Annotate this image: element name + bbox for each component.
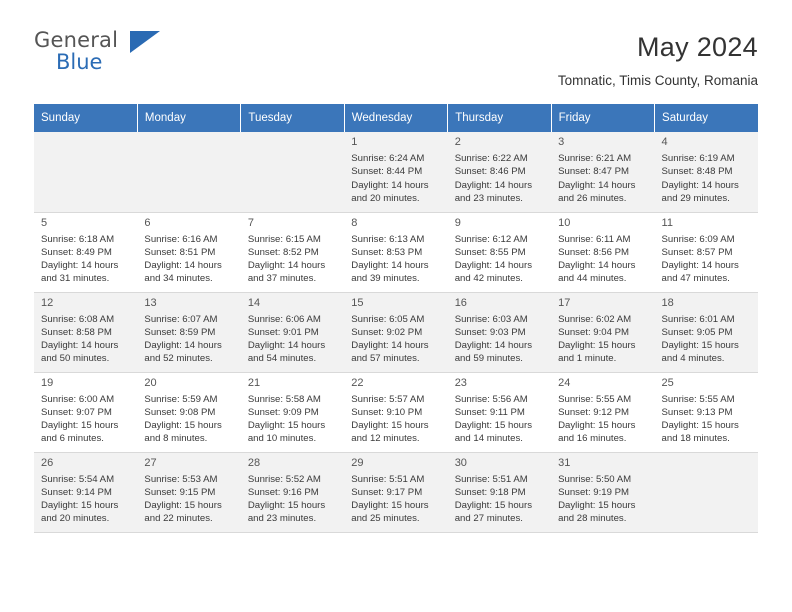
calendar-day-cell bbox=[241, 372, 344, 452]
day-info-line: Daylight: 14 hours bbox=[144, 340, 222, 352]
day-info bbox=[662, 152, 752, 205]
calendar-week-row bbox=[34, 452, 758, 532]
day-info bbox=[144, 473, 234, 526]
day-info bbox=[41, 233, 131, 286]
day-info-line: Sunset: 8:46 PM bbox=[454, 166, 526, 178]
day-info-line: Daylight: 15 hours bbox=[661, 340, 739, 352]
day-number: 5 bbox=[41, 216, 48, 229]
day-info-line: and 42 minutes. bbox=[454, 273, 523, 285]
weekday-header-saturday: Saturday bbox=[655, 104, 758, 132]
day-info-line: Daylight: 15 hours bbox=[454, 420, 533, 432]
day-info-line: Sunset: 9:14 PM bbox=[41, 486, 112, 498]
day-info-line: Sunset: 8:48 PM bbox=[661, 166, 733, 178]
day-info bbox=[662, 393, 752, 446]
calendar-week-row bbox=[34, 132, 758, 212]
day-info-line: Sunrise: 5:56 AM bbox=[454, 393, 528, 405]
day-info bbox=[41, 393, 131, 446]
day-info bbox=[558, 473, 648, 526]
day-number: 4 bbox=[661, 136, 668, 148]
day-info-line: Sunset: 9:09 PM bbox=[247, 406, 319, 418]
calendar-day-cell bbox=[344, 212, 447, 292]
day-info bbox=[41, 473, 131, 526]
day-info-line: and 23 minutes. bbox=[454, 192, 523, 204]
day-info-line: Sunset: 8:58 PM bbox=[41, 326, 112, 338]
day-info-line: and 14 minutes. bbox=[454, 433, 523, 445]
day-info-line: Sunrise: 6:05 AM bbox=[351, 313, 425, 325]
day-info bbox=[455, 313, 545, 366]
day-info-line: and 23 minutes. bbox=[247, 513, 317, 525]
calendar-day-cell bbox=[34, 372, 137, 452]
weekday-header-tuesday: Tuesday bbox=[241, 104, 344, 132]
day-number: 1 bbox=[351, 136, 358, 148]
day-number: 13 bbox=[144, 296, 157, 309]
day-number: 14 bbox=[247, 296, 261, 309]
day-info-line: and 31 minutes. bbox=[41, 273, 110, 285]
day-info bbox=[455, 473, 545, 526]
day-info-line: Daylight: 15 hours bbox=[247, 420, 326, 432]
day-info-line: Daylight: 15 hours bbox=[661, 420, 739, 432]
day-info-line: Daylight: 14 hours bbox=[41, 260, 119, 272]
day-info-line: and 59 minutes. bbox=[454, 353, 523, 365]
day-number: 15 bbox=[351, 296, 364, 309]
day-info-line: Daylight: 14 hours bbox=[661, 260, 739, 272]
day-number: 30 bbox=[454, 456, 467, 469]
day-info-line: Daylight: 14 hours bbox=[351, 260, 429, 272]
day-info-line: Daylight: 14 hours bbox=[558, 260, 636, 272]
day-info-line: Daylight: 14 hours bbox=[351, 340, 429, 352]
day-number: 21 bbox=[247, 376, 261, 389]
day-number: 16 bbox=[454, 296, 467, 309]
day-info-line: Daylight: 15 hours bbox=[144, 500, 222, 512]
day-number: 29 bbox=[351, 456, 364, 469]
day-info bbox=[351, 313, 441, 366]
day-number: 24 bbox=[558, 376, 571, 389]
day-info bbox=[558, 152, 648, 205]
day-info bbox=[455, 152, 545, 205]
day-info-line: Daylight: 15 hours bbox=[41, 420, 119, 432]
day-info-line: Sunrise: 5:55 AM bbox=[661, 393, 735, 405]
day-info-line: and 34 minutes. bbox=[144, 273, 213, 285]
day-info-line: and 4 minutes. bbox=[661, 353, 725, 365]
day-info-line: Sunset: 9:16 PM bbox=[247, 486, 319, 498]
day-number: 9 bbox=[454, 216, 461, 229]
day-info-line: Sunset: 8:51 PM bbox=[144, 246, 216, 258]
day-info-line: Sunrise: 5:50 AM bbox=[558, 473, 632, 485]
day-info-line: Daylight: 15 hours bbox=[41, 500, 119, 512]
day-number: 27 bbox=[144, 456, 157, 469]
calendar-day-cell bbox=[551, 372, 654, 452]
day-number: 7 bbox=[247, 216, 254, 229]
day-info-line: Sunset: 8:49 PM bbox=[41, 246, 112, 258]
day-info-line: Sunrise: 6:07 AM bbox=[144, 313, 218, 325]
day-info-line: Sunrise: 5:52 AM bbox=[247, 473, 321, 485]
day-info-line: and 12 minutes. bbox=[351, 433, 420, 445]
page-subtitle: Tomnatic, Timis County, Romania bbox=[557, 73, 758, 88]
day-number: 19 bbox=[41, 376, 54, 389]
calendar-day-cell bbox=[448, 372, 551, 452]
general-blue-logo bbox=[34, 30, 164, 78]
day-info-line: Sunrise: 5:57 AM bbox=[351, 393, 425, 405]
day-info bbox=[248, 313, 338, 366]
calendar-day-cell bbox=[34, 452, 137, 532]
day-info-line: and 57 minutes. bbox=[351, 353, 420, 365]
day-info-line: Sunrise: 6:15 AM bbox=[247, 233, 321, 245]
day-info bbox=[558, 313, 648, 366]
day-number: 31 bbox=[558, 456, 571, 469]
day-info-line: Sunrise: 5:59 AM bbox=[144, 393, 218, 405]
day-info-line: Sunrise: 6:03 AM bbox=[454, 313, 528, 325]
day-info-line: and 16 minutes. bbox=[558, 433, 627, 445]
day-info-line: Sunset: 9:05 PM bbox=[661, 326, 733, 338]
day-info-line: Daylight: 14 hours bbox=[247, 260, 326, 272]
day-info-line: Daylight: 14 hours bbox=[454, 260, 533, 272]
day-info-line: and 8 minutes. bbox=[144, 433, 208, 445]
day-info-line: Daylight: 15 hours bbox=[247, 500, 326, 512]
calendar-day-cell bbox=[448, 212, 551, 292]
calendar-day-cell-empty bbox=[655, 452, 758, 532]
calendar-day-cell-empty bbox=[241, 132, 344, 212]
day-info-line: Sunset: 8:47 PM bbox=[558, 166, 630, 178]
day-info-line: Sunrise: 5:53 AM bbox=[144, 473, 218, 485]
day-info-line: Sunset: 8:56 PM bbox=[558, 246, 630, 258]
day-info-line: Sunset: 9:12 PM bbox=[558, 406, 630, 418]
day-info-line: and 47 minutes. bbox=[661, 273, 730, 285]
day-number: 12 bbox=[41, 296, 54, 309]
day-info bbox=[558, 233, 648, 286]
calendar-day-cell bbox=[655, 212, 758, 292]
day-info-line: Sunset: 9:01 PM bbox=[247, 326, 319, 338]
day-info-line: Daylight: 15 hours bbox=[558, 420, 636, 432]
page-title: May 2024 bbox=[637, 32, 758, 62]
day-info-line: Sunrise: 6:13 AM bbox=[351, 233, 425, 245]
calendar-day-cell bbox=[448, 452, 551, 532]
logo-word-general: General bbox=[34, 28, 119, 52]
day-info-line: Sunrise: 5:54 AM bbox=[41, 473, 115, 485]
day-number: 23 bbox=[454, 376, 467, 389]
day-info-line: Sunrise: 6:19 AM bbox=[661, 153, 735, 165]
calendar-day-cell-empty bbox=[34, 132, 137, 212]
sunrise-sunset-calendar-table bbox=[34, 104, 758, 533]
day-info-line: and 1 minute. bbox=[558, 353, 617, 365]
day-info-line: and 18 minutes. bbox=[661, 433, 730, 445]
day-info bbox=[662, 233, 752, 286]
calendar-day-cell bbox=[655, 292, 758, 372]
day-info-line: and 50 minutes. bbox=[41, 353, 110, 365]
day-info bbox=[41, 313, 131, 366]
day-info-line: Sunrise: 5:51 AM bbox=[454, 473, 528, 485]
day-info-line: Sunrise: 6:08 AM bbox=[41, 313, 115, 325]
day-info-line: Sunrise: 6:02 AM bbox=[558, 313, 632, 325]
day-info-line: and 29 minutes. bbox=[661, 192, 730, 204]
calendar-body bbox=[34, 132, 758, 532]
day-info-line: Daylight: 14 hours bbox=[454, 340, 533, 352]
weekday-header-thursday: Thursday bbox=[448, 104, 551, 132]
calendar-week-row bbox=[34, 212, 758, 292]
day-info-line: Daylight: 15 hours bbox=[558, 500, 636, 512]
calendar-day-cell bbox=[241, 212, 344, 292]
day-info-line: and 28 minutes. bbox=[558, 513, 627, 525]
day-info-line: Daylight: 14 hours bbox=[41, 340, 119, 352]
day-info-line: Sunrise: 6:00 AM bbox=[41, 393, 115, 405]
day-info-line: Sunrise: 6:18 AM bbox=[41, 233, 115, 245]
day-info-line: Sunset: 8:44 PM bbox=[351, 166, 423, 178]
day-number: 11 bbox=[661, 216, 673, 229]
day-info-line: Sunrise: 6:06 AM bbox=[247, 313, 321, 325]
day-info-line: and 6 minutes. bbox=[41, 433, 104, 445]
title-block bbox=[558, 30, 758, 88]
calendar-day-cell bbox=[137, 452, 240, 532]
calendar-day-cell bbox=[655, 372, 758, 452]
calendar-day-cell bbox=[551, 452, 654, 532]
day-info-line: Daylight: 15 hours bbox=[144, 420, 222, 432]
day-number: 17 bbox=[558, 296, 571, 309]
calendar-day-cell bbox=[344, 292, 447, 372]
day-info bbox=[558, 393, 648, 446]
calendar-day-cell bbox=[655, 132, 758, 212]
day-info-line: Sunset: 9:11 PM bbox=[454, 406, 525, 418]
weekday-header-monday: Monday bbox=[137, 104, 240, 132]
day-info-line: Daylight: 14 hours bbox=[454, 179, 533, 191]
day-info-line: Sunset: 9:10 PM bbox=[351, 406, 423, 418]
day-info-line: Sunset: 9:03 PM bbox=[454, 326, 526, 338]
day-info-line: Sunrise: 5:55 AM bbox=[558, 393, 632, 405]
day-number: 26 bbox=[41, 456, 54, 469]
calendar-day-cell bbox=[137, 372, 240, 452]
day-info bbox=[351, 152, 441, 205]
day-info bbox=[351, 233, 441, 286]
calendar-day-cell bbox=[34, 212, 137, 292]
day-info bbox=[351, 393, 441, 446]
day-info-line: Sunset: 9:02 PM bbox=[351, 326, 423, 338]
day-info-line: Sunset: 8:53 PM bbox=[351, 246, 423, 258]
calendar-day-cell bbox=[137, 212, 240, 292]
day-info bbox=[144, 393, 234, 446]
day-info-line: and 37 minutes. bbox=[247, 273, 317, 285]
day-info-line: and 20 minutes. bbox=[351, 192, 420, 204]
day-number: 20 bbox=[144, 376, 157, 389]
day-info-line: and 22 minutes. bbox=[144, 513, 213, 525]
calendar-day-cell bbox=[448, 292, 551, 372]
day-info-line: Daylight: 14 hours bbox=[661, 179, 739, 191]
calendar-day-cell-empty bbox=[137, 132, 240, 212]
day-info-line: Daylight: 15 hours bbox=[351, 420, 429, 432]
calendar-day-cell bbox=[551, 292, 654, 372]
calendar-day-cell bbox=[241, 292, 344, 372]
day-info-line: Sunset: 8:55 PM bbox=[454, 246, 526, 258]
day-info-line: and 26 minutes. bbox=[558, 192, 627, 204]
day-info-line: Sunrise: 6:16 AM bbox=[144, 233, 218, 245]
day-info-line: and 27 minutes. bbox=[454, 513, 523, 525]
day-info bbox=[455, 393, 545, 446]
weekday-header-wednesday: Wednesday bbox=[344, 104, 447, 132]
day-info-line: and 52 minutes. bbox=[144, 353, 213, 365]
day-number: 2 bbox=[454, 136, 461, 148]
calendar-day-cell bbox=[551, 132, 654, 212]
day-info-line: and 10 minutes. bbox=[247, 433, 317, 445]
flag-icon bbox=[130, 31, 160, 53]
day-info-line: Sunrise: 6:12 AM bbox=[454, 233, 528, 245]
day-info-line: Sunset: 9:07 PM bbox=[41, 406, 112, 418]
day-info-line: Sunrise: 6:22 AM bbox=[454, 153, 528, 165]
day-info-line: Sunrise: 6:11 AM bbox=[558, 233, 631, 245]
day-number: 6 bbox=[144, 216, 151, 229]
day-info-line: and 20 minutes. bbox=[41, 513, 110, 525]
day-info bbox=[248, 393, 338, 446]
calendar-week-row bbox=[34, 372, 758, 452]
day-number: 22 bbox=[351, 376, 364, 389]
day-info-line: and 54 minutes. bbox=[247, 353, 317, 365]
day-info bbox=[144, 233, 234, 286]
day-info-line: Daylight: 14 hours bbox=[351, 179, 429, 191]
day-info-line: and 44 minutes. bbox=[558, 273, 627, 285]
day-number: 18 bbox=[661, 296, 674, 309]
calendar-day-cell bbox=[344, 132, 447, 212]
day-info bbox=[248, 473, 338, 526]
day-info-line: Sunset: 8:57 PM bbox=[661, 246, 733, 258]
day-info-line: Sunrise: 5:58 AM bbox=[247, 393, 321, 405]
calendar-week-row bbox=[34, 292, 758, 372]
day-info-line: Sunset: 9:04 PM bbox=[558, 326, 630, 338]
calendar-day-cell bbox=[241, 452, 344, 532]
day-info-line: and 39 minutes. bbox=[351, 273, 420, 285]
calendar-day-cell bbox=[344, 452, 447, 532]
day-info bbox=[248, 233, 338, 286]
day-info-line: Sunset: 9:13 PM bbox=[661, 406, 733, 418]
day-info-line: Sunrise: 6:24 AM bbox=[351, 153, 425, 165]
calendar-day-cell bbox=[448, 132, 551, 212]
day-info-line: Daylight: 15 hours bbox=[351, 500, 429, 512]
calendar-day-cell bbox=[344, 372, 447, 452]
page-header bbox=[34, 0, 758, 92]
day-info bbox=[144, 313, 234, 366]
calendar-day-cell bbox=[34, 292, 137, 372]
day-info-line: Sunset: 9:19 PM bbox=[558, 486, 630, 498]
day-info-line: Sunset: 9:15 PM bbox=[144, 486, 216, 498]
day-info-line: Daylight: 14 hours bbox=[144, 260, 222, 272]
day-info-line: Daylight: 15 hours bbox=[558, 340, 636, 352]
calendar-day-cell bbox=[551, 212, 654, 292]
day-info-line: Sunset: 8:52 PM bbox=[247, 246, 319, 258]
day-info-line: Sunrise: 6:01 AM bbox=[661, 313, 735, 325]
day-number: 25 bbox=[661, 376, 674, 389]
day-number: 3 bbox=[558, 136, 565, 148]
logo-word-blue: Blue bbox=[56, 50, 103, 74]
day-info-line: Sunrise: 6:09 AM bbox=[661, 233, 735, 245]
day-info bbox=[351, 473, 441, 526]
day-info-line: Daylight: 15 hours bbox=[454, 500, 533, 512]
day-info-line: Sunrise: 5:51 AM bbox=[351, 473, 425, 485]
calendar-day-cell bbox=[137, 292, 240, 372]
day-number: 8 bbox=[351, 216, 358, 229]
table-header-row bbox=[34, 104, 758, 132]
day-number: 10 bbox=[558, 216, 571, 229]
day-info-line: Sunset: 8:59 PM bbox=[144, 326, 216, 338]
day-info bbox=[662, 313, 752, 366]
day-info-line: Daylight: 14 hours bbox=[558, 179, 636, 191]
day-info-line: Daylight: 14 hours bbox=[247, 340, 326, 352]
weekday-header-friday: Friday bbox=[551, 104, 654, 132]
day-info-line: Sunset: 9:08 PM bbox=[144, 406, 216, 418]
day-info-line: Sunset: 9:17 PM bbox=[351, 486, 423, 498]
weekday-header-sunday: Sunday bbox=[34, 104, 137, 132]
day-info-line: and 25 minutes. bbox=[351, 513, 420, 525]
day-info bbox=[455, 233, 545, 286]
day-info-line: Sunrise: 6:21 AM bbox=[558, 153, 632, 165]
day-info-line: Sunset: 9:18 PM bbox=[454, 486, 526, 498]
day-number: 28 bbox=[247, 456, 261, 469]
